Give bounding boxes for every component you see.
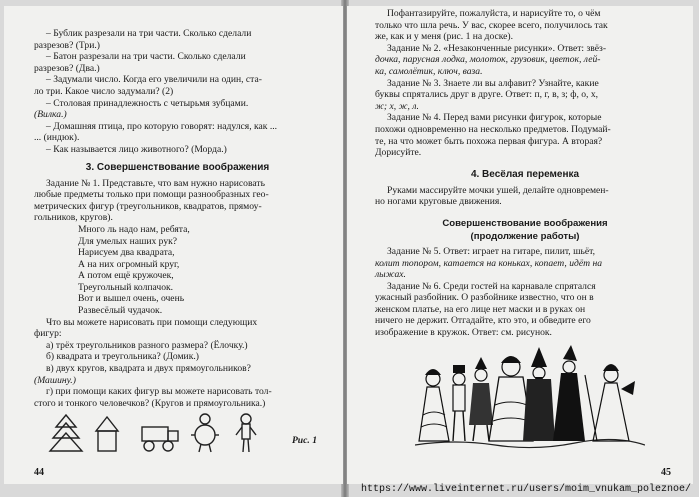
watermark-url: https://www.liveinternet.ru/users/moim_vnukam_poleznoe/ [360,484,691,495]
text-line: – Батон разрезали на три части. Сколько сделали [46,51,246,63]
right-tasks-5-6 [375,246,675,339]
figure-caption: Рис. 1 [291,435,317,447]
car-figure [136,413,180,453]
carnival-guests-drawing [415,345,645,449]
verse-line: Нарисуем два квадрата, [78,247,175,259]
text-line: изображение в кружок. Ответ: см. рисунок. [375,327,552,339]
left-questions [34,317,321,410]
text-line: похожи одновременно на несколько предметов. Подумай- [375,123,611,135]
thin-man-figure [234,413,258,453]
text-line: Задание № 5. Ответ: играет на гитаре, пилит, шьёт, [387,245,595,257]
text-line: а) трёх треугольников разного размера? (Ёлочку.) [46,339,248,351]
text-line: фигур: [34,328,62,340]
text-line: Задание № 3. Знаете ли вы алфавит? Узнайте, какие [387,77,599,89]
text-line: (Вилка.) [34,109,67,121]
figure-1-shapes [34,413,321,453]
verse-line: Вот и вышел очень, очень [78,293,185,305]
text-line: – Столовая принадлежность с четырьмя зубцами. [46,97,249,109]
text-line: в) двух кругов, квадрата и двух прямоугольников? [46,363,251,375]
text-line: – Задумали число. Когда его увеличили на один, ста- [46,74,262,86]
text-line: женском платье, на его лице нет маски и в руках он [375,303,586,315]
text-line: любые предметы только при помощи разнообразных гео- [34,189,269,201]
right-subsection-title: Совершенствование воображения [442,217,608,229]
text-line: ужасный разбойник. О разбойнике известно, что он в [375,292,594,304]
page-number-left: 44 [34,467,44,478]
text-line: но ногами круговые движения. [375,196,502,208]
left-riddles [34,28,321,156]
text-line: Что вы можете нарисовать при помощи следующих [46,316,258,328]
fat-man-figure [190,413,220,453]
text-line: те, на что может быть похожа первая фигура. А вторая? [375,135,603,147]
right-break-text [375,185,675,208]
text-line: дочка, парусная лодка, молоток, грузовик, цветок, лей- [375,54,601,66]
text-line: (Машину.) [34,374,76,386]
left-verse [34,224,321,317]
verse-line: Треугольный колпачок. [78,281,174,293]
text-line: же, как и у меня (рис. 1 на доске). [375,31,514,43]
house-figure [94,413,120,453]
text-line: лыжах. [375,269,406,281]
text-line: Задание № 2. «Незаконченные рисунки». Ответ: звёз- [387,42,607,54]
carnival-illustration [415,345,675,449]
text-line: гольников, кругов). [34,212,113,224]
text-line: колит топором, катается на коньках, копает, идёт на [375,257,603,269]
text-line: – Бублик разрезали на три части. Сколько сделали [46,28,252,39]
text-line: – Домашняя птица, про которую говорят: надулся, как ... [46,120,278,132]
text-line: Дорисуйте. [375,147,422,159]
tree-figure [48,413,84,453]
verse-line: А потом ещё кружочек, [78,270,174,282]
text-line: стого и тонкого человечков? (Кругов и прямоугольника.) [34,397,266,409]
right-tasks [375,8,675,159]
text-line: ничего не держит. Отгадайте, кто это, и обведите его [375,315,591,327]
right-section-title: 4. Весёлая переменка [470,168,580,180]
right-page [347,6,693,484]
text-line: Пофантазируйте, пожалуйста, и нарисуйте то, о чём [387,8,601,19]
text-line: разрезов? (Три.) [34,39,100,51]
text-line: – Как называется лицо животного? (Морда.) [46,143,227,155]
left-section-title: 3. Совершенствование воображения [85,161,270,173]
text-line: б) квадрата и треугольника? (Домик.) [46,351,199,363]
text-line: г) при помощи каких фигур вы можете нарисовать тол- [46,386,272,398]
text-line: ... (индюк). [34,132,80,144]
left-task-1 [34,178,321,224]
text-line: ка, самолётик, ключ, ваза. [375,65,483,77]
text-line: разрезов? (Два.) [34,62,100,74]
text-line: Задание № 4. Перед вами рисунки фигурок, которые [387,112,602,124]
text-line: метрических фигур (треугольников, квадратов, прямоу- [34,200,262,212]
verse-line: А на них огромный круг, [78,258,180,270]
text-line: Руками массируйте мочки ушей, делайте одновремен- [387,184,609,196]
verse-line: Для умелых наших рук? [78,235,178,247]
text-line: Задание № 1. Представьте, что вам нужно нарисовать [46,177,265,189]
text-line: ло три. Какое число задумали? (2) [34,85,174,97]
left-page [4,6,343,484]
text-line: только что шла речь. У вас, скорее всего, получилось так [375,19,608,31]
page-number-right: 45 [661,467,671,478]
right-subsection-subtitle: (продолжение работы) [470,230,580,242]
text-line: ж; х, ж, л. [375,100,419,112]
text-line: Задание № 6. Среди гостей на карнавале спрятался [387,280,596,292]
verse-line: Развесёлый чудачок. [78,305,163,317]
verse-line: Много ль надо нам, ребята, [78,223,190,235]
text-line: буквы спрятались друг в друге. Ответ: п, г, в, з; ф, о, х, [375,89,599,101]
